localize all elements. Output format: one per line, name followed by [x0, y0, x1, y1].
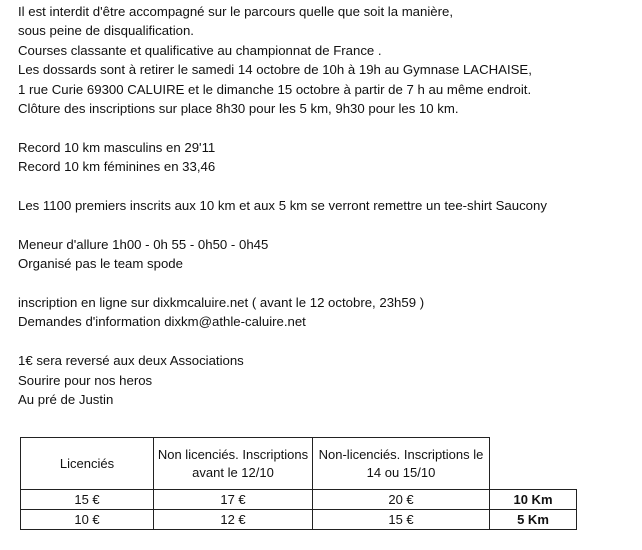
text-line: 1€ sera reversé aux deux Associations	[18, 353, 244, 369]
pricing-table	[20, 437, 577, 530]
text-line: Demandes d'information dixkm@athle-caluire.net	[18, 314, 306, 330]
text-line: Les 1100 premiers inscrits aux 10 km et aux 5 km se verront remettre un tee-shirt Saucony	[18, 198, 547, 214]
text-line: 1 rue Curie 69300 CALUIRE et le dimanche 15 octobre à partir de 7 h au même endroit.	[18, 81, 532, 97]
spacer	[18, 274, 628, 293]
text-line: sous peine de disqualification.	[18, 23, 194, 39]
header-distance	[490, 438, 577, 490]
price-cell: 12 €	[154, 510, 313, 530]
price-cell: 17 €	[154, 490, 313, 510]
header-non-licencies-early: Non licenciés. Inscriptions avant le 12/10	[154, 438, 313, 490]
text-line: Sourire pour nos heros	[18, 372, 153, 388]
text-line: Les dossards sont à retirer le samedi 14 octobre de 10h à 19h au Gymnase LACHAISE,	[18, 62, 532, 78]
document-body	[18, 0, 628, 409]
header-non-licencies-late: Non-licenciés. Inscriptions le 14 ou 15/10	[313, 438, 490, 490]
price-cell: 10 €	[21, 510, 154, 530]
text-line: Record 10 km féminines en 33,46	[18, 159, 216, 175]
spacer	[18, 118, 628, 137]
price-cell: 15 €	[313, 510, 490, 530]
price-cell: 20 €	[313, 490, 490, 510]
text-line: Record 10 km masculins en 29'11	[18, 139, 216, 155]
distance-cell: 5 Km	[490, 510, 577, 530]
header-licencies: Licenciés	[21, 438, 154, 490]
table-row	[21, 490, 577, 510]
table-row	[21, 510, 577, 530]
text-line: Courses classante et qualificative au championnat de France .	[18, 42, 382, 58]
distance-cell: 10 Km	[490, 490, 577, 510]
text-line: Meneur d'allure 1h00 - 0h 55 - 0h50 - 0h45	[18, 236, 269, 252]
spacer	[18, 332, 628, 351]
text-line: Il est interdit d'être accompagné sur le parcours quelle que soit la manière,	[18, 4, 454, 19]
text-line: Organisé pas le team spode	[18, 256, 183, 272]
text-line: Au pré de Justin	[18, 392, 114, 408]
text-line: Clôture des inscriptions sur place 8h30 pour les 5 km, 9h30 pour les 10 km.	[18, 101, 459, 117]
spacer	[18, 177, 628, 196]
text-line: inscription en ligne sur dixkmcaluire.net ( avant le 12 octobre, 23h59 )	[18, 295, 425, 311]
spacer	[18, 215, 628, 234]
table-header-row	[21, 438, 577, 490]
price-cell: 15 €	[21, 490, 154, 510]
